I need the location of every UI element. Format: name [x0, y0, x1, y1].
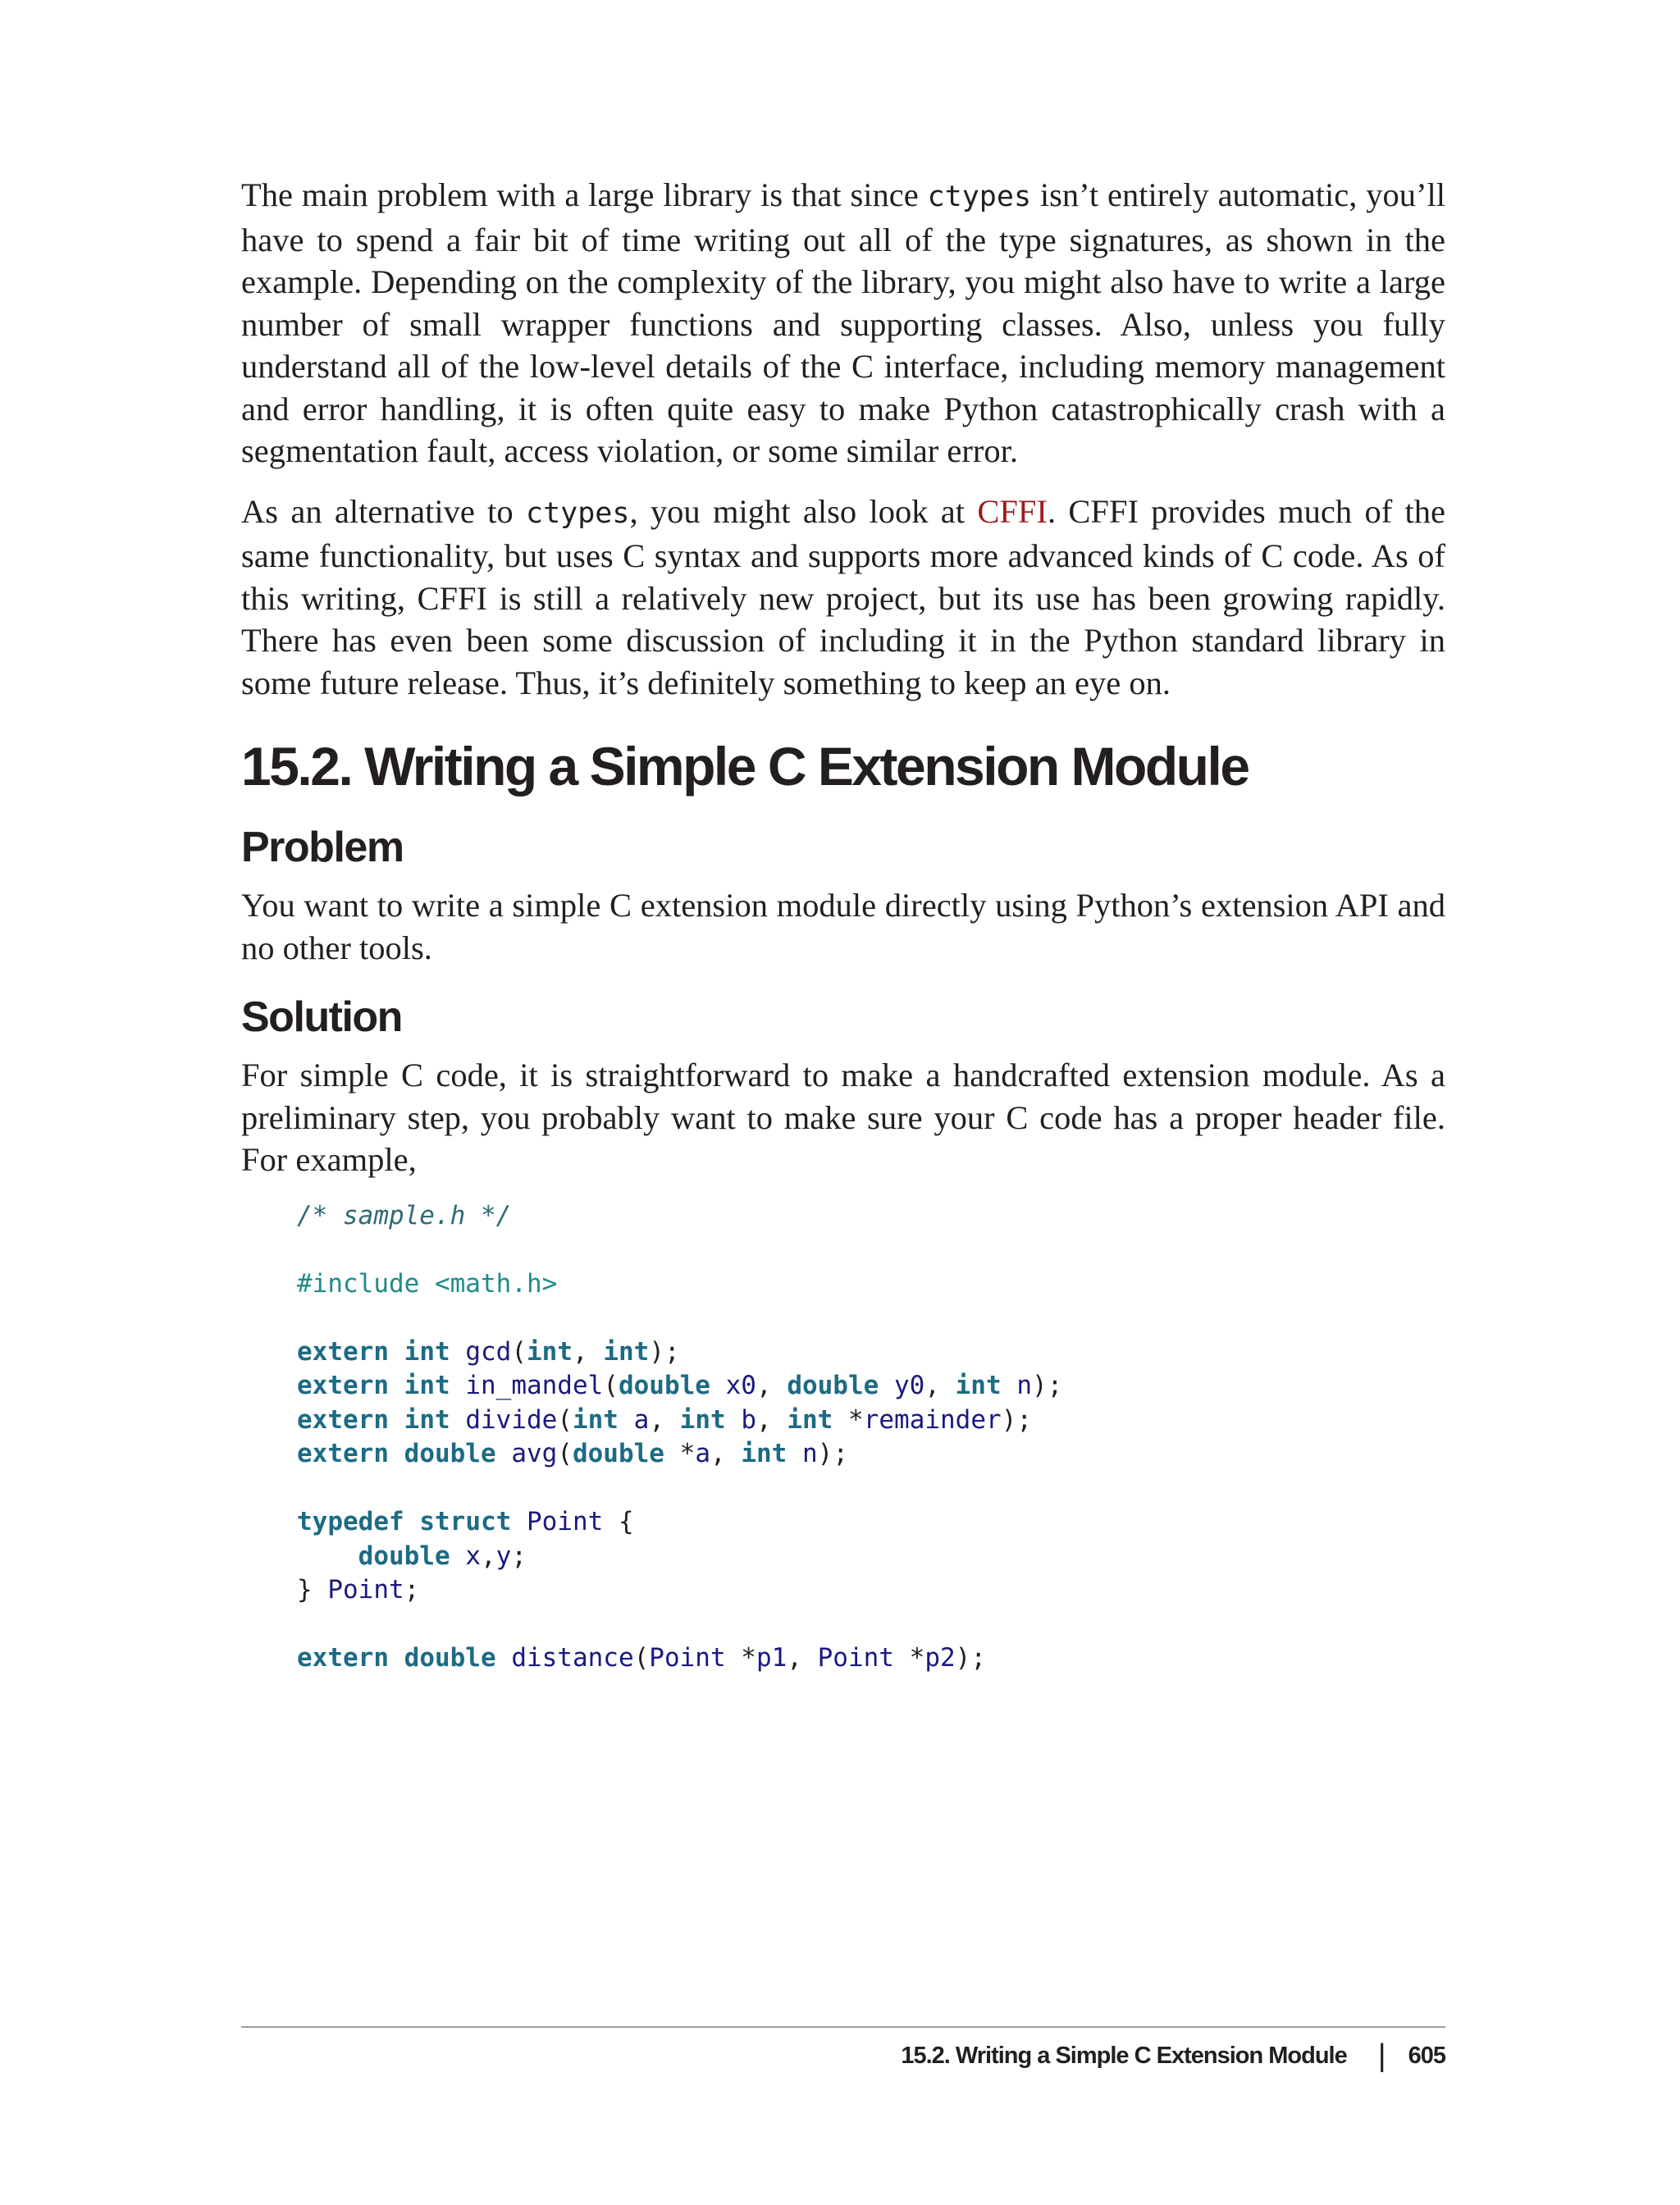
- solution-heading: Solution: [241, 993, 402, 1041]
- intro-paragraph-ctypes-problems: [241, 174, 1445, 472]
- section-title: 15.2. Writing a Simple C Extension Module: [241, 736, 1249, 797]
- code-identifier: y0: [893, 1371, 925, 1400]
- code-punctuation: (: [511, 1336, 527, 1367]
- code-punctuation: ;: [833, 1439, 849, 1468]
- page-footer: [901, 2038, 1445, 2074]
- code-keyword: double: [358, 1541, 450, 1571]
- code-identifier: avg: [511, 1439, 558, 1468]
- paragraph-text: isn’t entirely automatic, you’ll have to spend a fair bit of time writing out all of the type signatures, as shown in the example. Depending on the complexity of the library, you might also have to write a large number of small wrapper functions and supporting classes. Also, unless you fully understand all of the low-level details of the C interface, including memory management and error handling, it is often quite easy to make Python catastrophically crash with a segmentation fault, access violation, or some similar error.: [241, 176, 1445, 469]
- code-keyword: int: [741, 1439, 788, 1468]
- paragraph-text: . CFFI provides much of the same functionality, but uses C syntax and supports more advanced kinds of C code. As of this writing, CFFI is still a relatively new project, but its use has been growing rapidly. There has even been some discussion of including it in the Python standard library in some future release. Thus, it’s definitely something to keep an eye on.: [241, 492, 1445, 701]
- code-line-gcd: [297, 1337, 680, 1367]
- code-identifier: x0: [725, 1371, 756, 1400]
- code-keyword: int: [955, 1371, 1002, 1400]
- code-punctuation: *: [909, 1643, 925, 1673]
- code-punctuation: ,: [924, 1371, 940, 1400]
- code-comment: /* sample.h */: [297, 1200, 512, 1230]
- page-number: 605: [1408, 2043, 1445, 2069]
- code-keyword: double: [618, 1371, 710, 1400]
- code-punctuation: (: [603, 1371, 619, 1400]
- code-punctuation: ,: [787, 1643, 802, 1673]
- code-keyword: double: [404, 1439, 496, 1468]
- code-punctuation: ;: [511, 1541, 527, 1571]
- code-identifier: b: [741, 1404, 757, 1435]
- code-punctuation: ,: [756, 1371, 772, 1400]
- code-line-avg: [297, 1439, 848, 1468]
- problem-heading: Problem: [241, 824, 404, 871]
- code-punctuation: *: [679, 1439, 696, 1468]
- paragraph-text: The main problem with a large library is that since: [241, 176, 928, 213]
- code-punctuation: ;: [970, 1643, 986, 1673]
- code-identifier: p1: [756, 1643, 788, 1673]
- code-identifier: gcd: [465, 1336, 512, 1367]
- code-punctuation: ,: [710, 1439, 726, 1468]
- inline-code-ctypes: ctypes: [927, 180, 1032, 213]
- code-keyword: extern: [297, 1371, 389, 1400]
- code-identifier: p2: [924, 1643, 956, 1673]
- code-identifier: a: [695, 1439, 710, 1468]
- code-keyword: int: [527, 1336, 573, 1367]
- cffi-link[interactable]: CFFI: [977, 492, 1048, 530]
- code-punctuation: ): [955, 1643, 971, 1673]
- solution-paragraph: For simple C code, it is straightforward to make a handcrafted extension module. As a preliminary step, you probably want to make sure your C code has a proper header file. For example,: [241, 1057, 1445, 1178]
- code-punctuation: ): [817, 1439, 833, 1468]
- code-identifier: n: [1016, 1371, 1032, 1400]
- code-punctuation: (: [633, 1643, 650, 1673]
- paragraph-text: , you might also look at: [629, 492, 978, 530]
- code-identifier: Point: [649, 1643, 726, 1673]
- code-punctuation: (: [557, 1404, 573, 1435]
- code-punctuation: *: [848, 1404, 864, 1435]
- code-punctuation: ,: [480, 1541, 496, 1571]
- code-identifier: distance: [511, 1643, 634, 1673]
- code-keyword: int: [679, 1404, 726, 1435]
- code-identifier: a: [633, 1404, 650, 1435]
- code-punctuation: ): [649, 1336, 665, 1367]
- code-identifier: y: [495, 1541, 512, 1571]
- footer-separator: |: [1377, 2038, 1386, 2073]
- code-punctuation: ,: [649, 1404, 664, 1435]
- code-keyword: double: [787, 1371, 879, 1400]
- inline-code-ctypes: ctypes: [526, 496, 630, 530]
- code-punctuation: ): [1031, 1371, 1048, 1400]
- code-identifier: in_mandel: [465, 1371, 604, 1400]
- code-keyword: int: [787, 1404, 833, 1435]
- code-punctuation: ): [1001, 1404, 1017, 1435]
- code-identifier: divide: [465, 1404, 558, 1435]
- code-identifier: n: [802, 1439, 818, 1468]
- code-keyword: int: [404, 1404, 450, 1435]
- code-keyword: double: [404, 1643, 496, 1673]
- code-line-divide: [297, 1405, 1032, 1435]
- code-keyword: extern: [297, 1439, 389, 1468]
- code-punctuation: ,: [573, 1336, 588, 1367]
- paragraph-text: As an alternative to: [241, 492, 527, 530]
- code-punctuation: (: [557, 1439, 573, 1468]
- code-line-distance: [297, 1643, 986, 1673]
- code-punctuation: ;: [1047, 1371, 1063, 1400]
- page-content: [241, 174, 1445, 1676]
- code-line-typedef-close: [297, 1575, 419, 1605]
- code-punctuation: *: [741, 1643, 756, 1673]
- code-identifier: remainder: [863, 1404, 1002, 1435]
- code-identifier: Point: [526, 1507, 604, 1536]
- code-punctuation: ;: [404, 1575, 420, 1605]
- code-include-line: #include <math.h>: [297, 1268, 558, 1299]
- running-title: 15.2. Writing a Simple C Extension Module: [901, 2043, 1347, 2069]
- code-punctuation: ,: [756, 1404, 772, 1435]
- code-keyword: int: [572, 1404, 619, 1435]
- code-punctuation: ;: [1016, 1404, 1033, 1435]
- code-listing-sample-h: [297, 1199, 1445, 1676]
- code-line-in-mandel: [297, 1371, 1062, 1400]
- code-keyword: typedef: [297, 1507, 404, 1536]
- code-identifier: x: [465, 1541, 481, 1571]
- code-keyword: extern: [297, 1404, 389, 1435]
- code-line-typedef-open: [297, 1507, 634, 1536]
- code-identifier: Point: [817, 1643, 894, 1673]
- code-line-typedef-body: [297, 1541, 527, 1571]
- code-keyword: extern: [297, 1643, 389, 1673]
- code-keyword: int: [603, 1336, 650, 1367]
- code-keyword: extern: [297, 1336, 389, 1367]
- code-keyword: struct: [419, 1507, 512, 1536]
- problem-paragraph: You want to write a simple C extension module directly using Python’s extension API and no other tools.: [241, 887, 1445, 966]
- code-identifier: Point: [327, 1575, 404, 1605]
- code-punctuation: ;: [664, 1336, 680, 1367]
- code-keyword: double: [572, 1439, 664, 1468]
- code-punctuation: }: [297, 1575, 313, 1605]
- cffi-paragraph: [241, 491, 1445, 705]
- code-keyword: int: [404, 1336, 450, 1367]
- code-punctuation: {: [618, 1507, 634, 1536]
- code-keyword: int: [404, 1371, 450, 1400]
- footer-divider: [241, 2026, 1445, 2028]
